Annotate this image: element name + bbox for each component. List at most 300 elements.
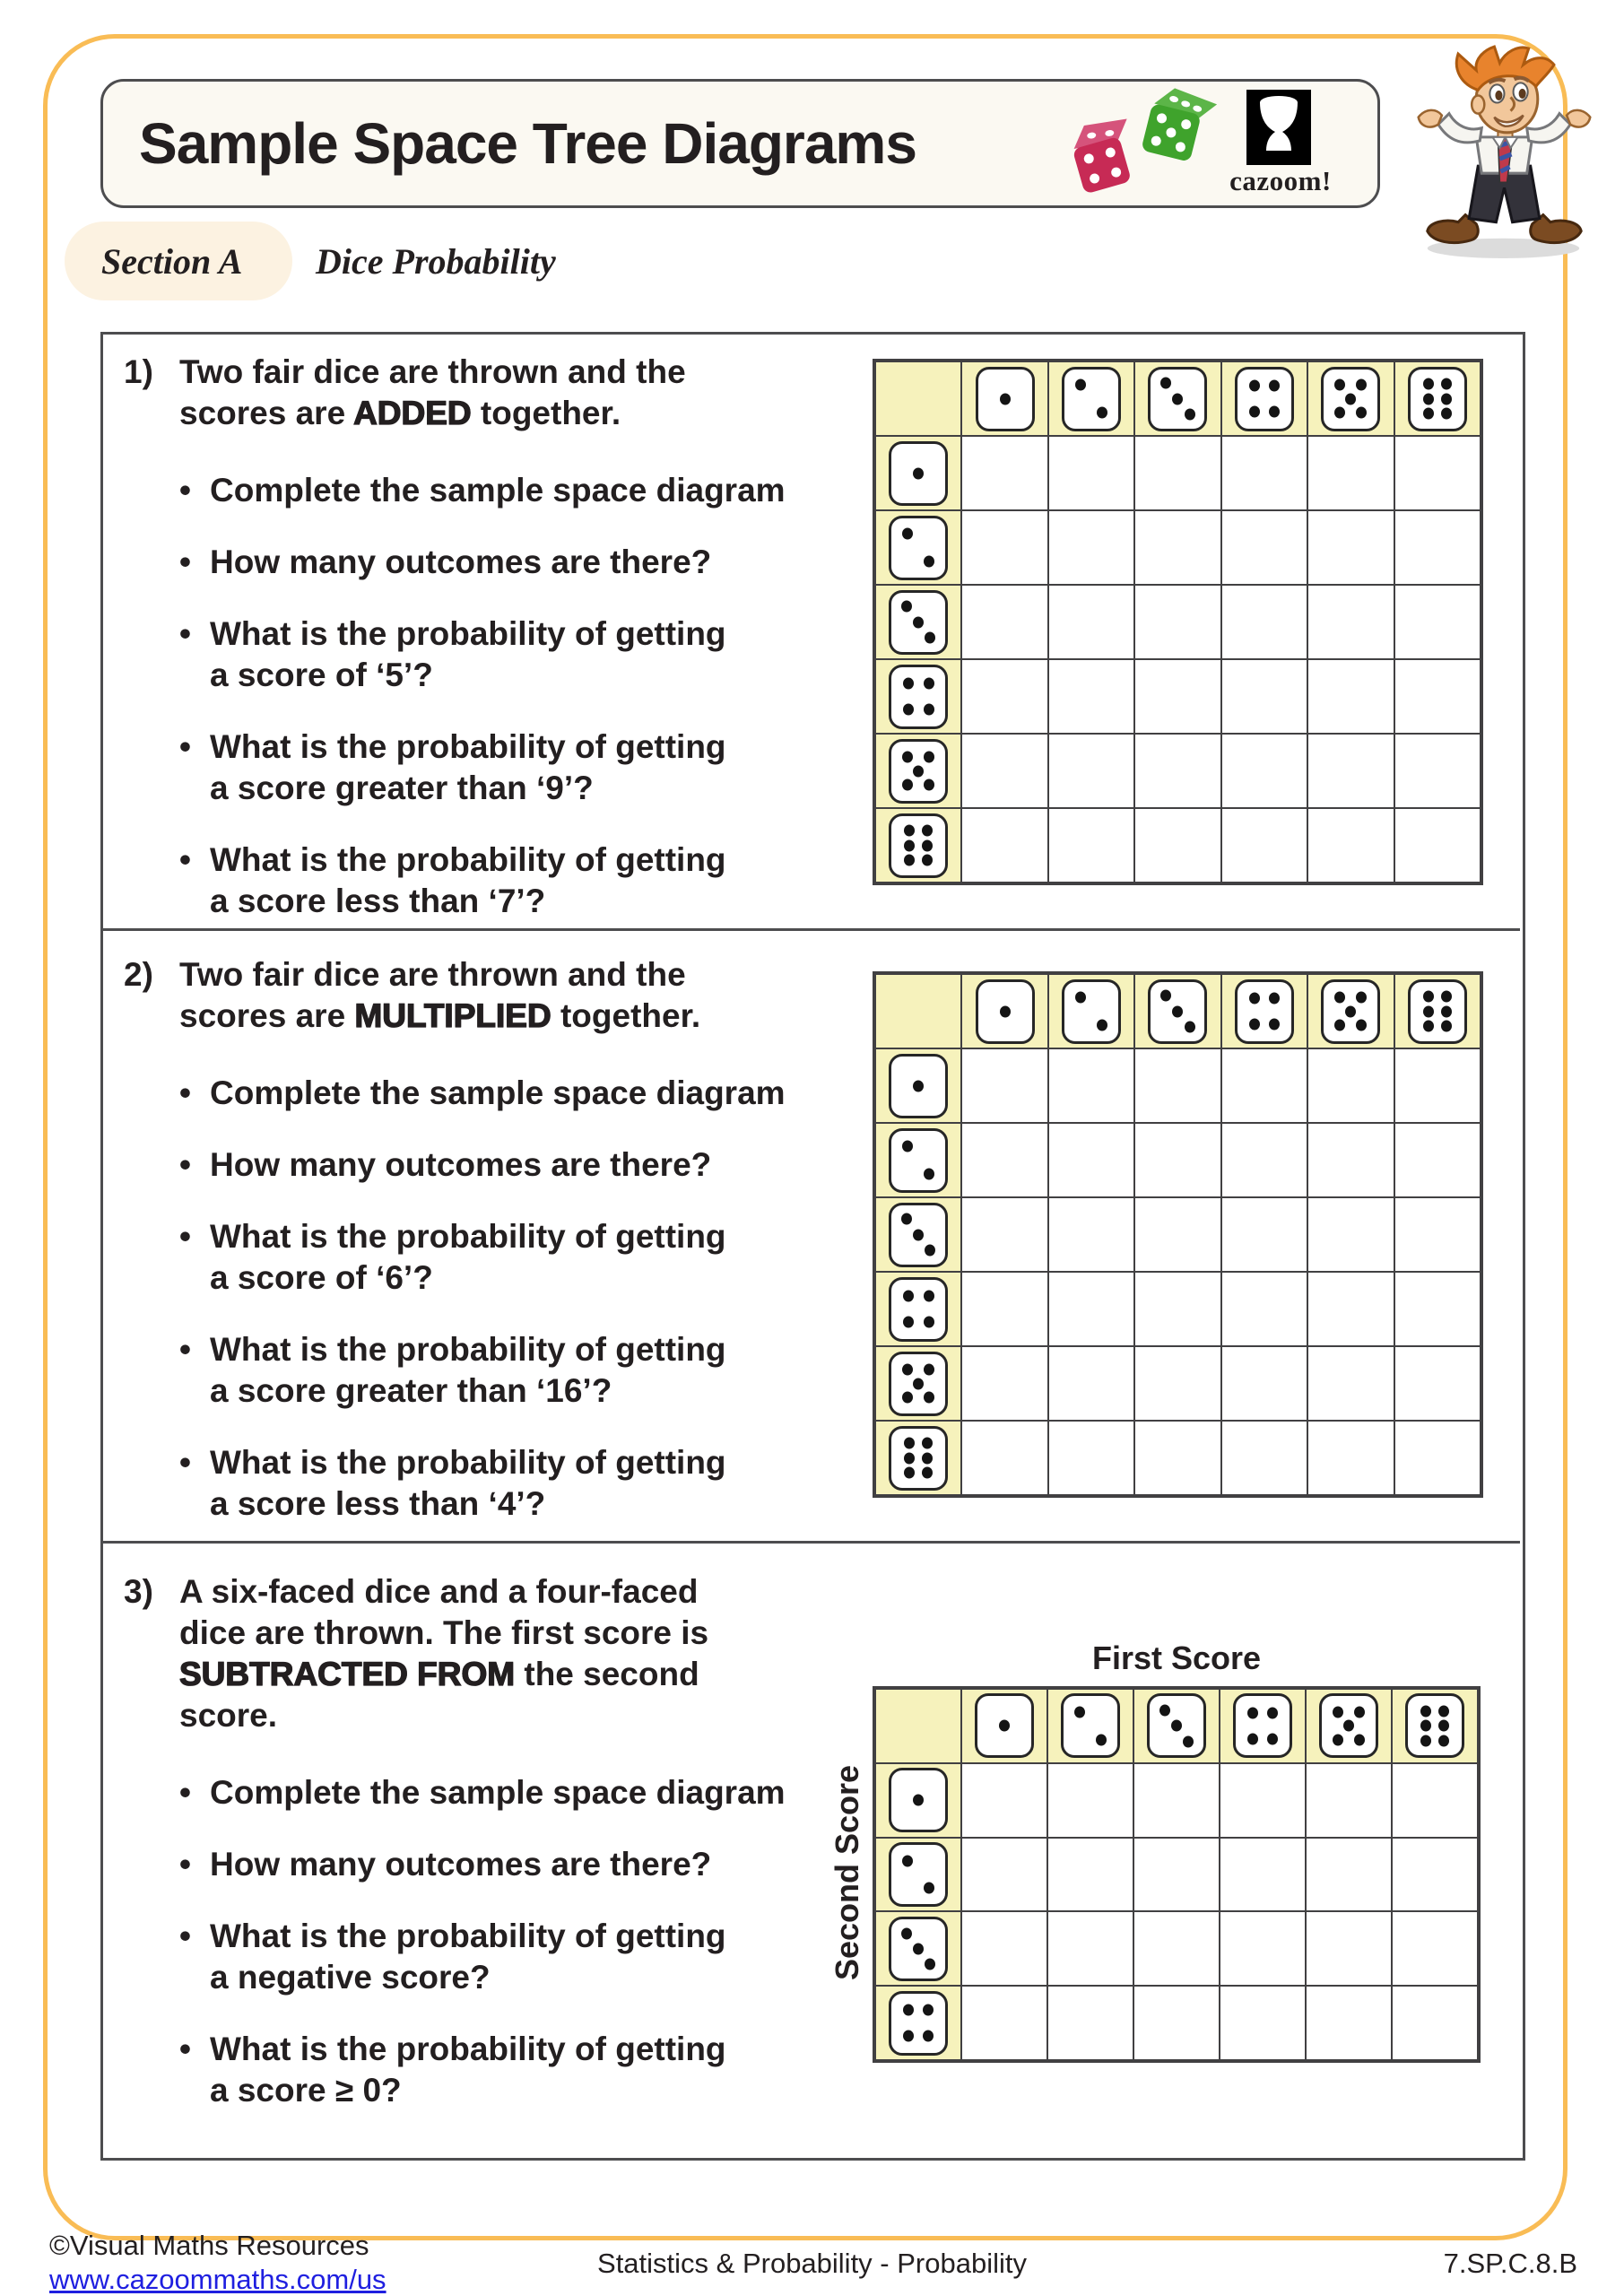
die-pip bbox=[1269, 1019, 1280, 1031]
question-divider bbox=[103, 928, 1520, 931]
die-icon-5 bbox=[889, 1352, 948, 1416]
die-pip bbox=[902, 1141, 913, 1152]
bullet-marker: • bbox=[179, 1146, 191, 1183]
die-icon-2 bbox=[889, 1128, 948, 1193]
bullet-line: a score ≥ 0? bbox=[210, 2072, 402, 2109]
grid-answer-cell bbox=[961, 1421, 1047, 1495]
die-icon-4 bbox=[1235, 979, 1294, 1044]
grid-column-header-die-2 bbox=[1048, 974, 1134, 1048]
die-pip bbox=[903, 1317, 914, 1328]
grid-answer-cell bbox=[1133, 1986, 1220, 2060]
die-icon-1 bbox=[889, 441, 948, 506]
die-pip bbox=[1423, 1021, 1434, 1032]
grid-answer-cell bbox=[1134, 659, 1220, 734]
die-pip bbox=[1438, 1720, 1449, 1732]
grid-answer-cell bbox=[1307, 1421, 1394, 1495]
die-pip bbox=[903, 704, 914, 716]
sample-space-grid-q3 bbox=[873, 1686, 1481, 2063]
die-pip bbox=[1247, 1733, 1258, 1744]
grid-answer-cell bbox=[1221, 1123, 1307, 1197]
die-pip bbox=[1097, 406, 1107, 418]
die-pip bbox=[1333, 1706, 1343, 1718]
bullet-item bbox=[179, 2029, 786, 2111]
bullet-line: What is the probability of getting bbox=[210, 2031, 726, 2067]
grid-answer-cell bbox=[1220, 1763, 1306, 1838]
statement-text: score. bbox=[179, 1697, 278, 1734]
question-statement bbox=[179, 1571, 786, 1736]
die-pip bbox=[1441, 378, 1452, 390]
die-pip bbox=[1356, 407, 1367, 419]
bullet-lines bbox=[210, 1073, 786, 1114]
die-pip bbox=[925, 1958, 935, 1970]
bullet-item bbox=[179, 1073, 786, 1114]
die-icon-2 bbox=[889, 1842, 948, 1907]
die-pip bbox=[1423, 393, 1434, 404]
grid-answer-cell bbox=[1134, 510, 1220, 585]
bullet-item bbox=[179, 1144, 786, 1186]
die-pip bbox=[1075, 379, 1086, 391]
die-pip bbox=[913, 1943, 924, 1954]
die-icon-3 bbox=[1148, 979, 1207, 1044]
die-pip bbox=[902, 1392, 913, 1404]
die-pip bbox=[1249, 1019, 1260, 1031]
grid-answer-cell bbox=[1220, 1838, 1306, 1912]
die-icon-3 bbox=[889, 1203, 948, 1267]
question-body bbox=[179, 352, 786, 922]
grid-row-header-die-2 bbox=[875, 1838, 961, 1912]
emphasized-text: MULTIPLIED bbox=[354, 997, 551, 1034]
die-pip bbox=[1420, 1705, 1431, 1717]
statement-text: A six-faced dice and a four-faced bbox=[179, 1573, 699, 1610]
die-icon-6 bbox=[1408, 367, 1467, 431]
bullet-marker: • bbox=[179, 2031, 191, 2067]
statement-text: together. bbox=[471, 395, 621, 431]
grid-answer-cell bbox=[1394, 1123, 1481, 1197]
die-pip bbox=[913, 1080, 924, 1091]
die-pip bbox=[1247, 1707, 1258, 1718]
die-pip bbox=[922, 825, 933, 837]
bullet-lines bbox=[210, 839, 726, 922]
grid-answer-cell bbox=[1221, 808, 1307, 883]
bullet-line: a score greater than ‘16’? bbox=[210, 1372, 612, 1409]
statement-text: scores are bbox=[179, 997, 355, 1034]
sample-space-grid-q1 bbox=[873, 359, 1483, 885]
die-pip bbox=[904, 1438, 915, 1449]
bullet-line: Complete the sample space diagram bbox=[210, 1074, 786, 1111]
grid-column-header-die-2 bbox=[1048, 361, 1134, 436]
bullet-marker: • bbox=[179, 1774, 191, 1811]
statement-line bbox=[179, 1654, 786, 1695]
grid-answer-cell bbox=[961, 1197, 1047, 1272]
grid-answer-cell bbox=[1394, 808, 1481, 883]
statement-text: the second bbox=[515, 1656, 699, 1692]
bullet-item bbox=[179, 839, 786, 922]
grid-answer-cell bbox=[961, 1911, 1047, 1986]
die-pip bbox=[1423, 1005, 1434, 1017]
grid-answer-cell bbox=[1221, 436, 1307, 510]
die-pip bbox=[922, 839, 933, 851]
die-pip bbox=[924, 555, 934, 567]
grid-column-header-die-4 bbox=[1221, 361, 1307, 436]
grid-answer-cell bbox=[961, 808, 1047, 883]
die-pip bbox=[904, 839, 915, 851]
bullet-line: a score of ‘5’? bbox=[210, 657, 433, 693]
grid-answer-cell bbox=[1048, 1421, 1134, 1495]
die-pip bbox=[924, 704, 934, 716]
grid-answer-cell bbox=[1134, 734, 1220, 808]
die-pip bbox=[922, 1452, 933, 1464]
die-icon-4 bbox=[889, 665, 948, 729]
grid-answer-cell bbox=[961, 510, 1047, 585]
die-pip bbox=[1267, 1707, 1278, 1718]
grid-answer-cell bbox=[1306, 1763, 1392, 1838]
grid-answer-cell bbox=[1307, 1123, 1394, 1197]
bullet-line: What is the probability of getting bbox=[210, 728, 726, 765]
die-pip bbox=[924, 751, 934, 762]
grid-answer-cell bbox=[1048, 585, 1134, 659]
grid-answer-cell bbox=[1048, 436, 1134, 510]
cazoom-logo-text: cazoom! bbox=[1229, 165, 1332, 196]
question-body bbox=[179, 1571, 786, 2111]
grid-answer-cell bbox=[1307, 1048, 1394, 1123]
bullet-marker: • bbox=[179, 1846, 191, 1883]
die-pip bbox=[913, 1795, 924, 1806]
statement-line bbox=[179, 954, 786, 996]
die-icon-1 bbox=[976, 367, 1035, 431]
die-pip bbox=[1345, 1005, 1356, 1017]
grid-answer-cell bbox=[1307, 808, 1394, 883]
grid-answer-cell bbox=[961, 1986, 1047, 2060]
die-pip bbox=[902, 1363, 913, 1375]
bullet-line: How many outcomes are there? bbox=[210, 1846, 712, 1883]
die-pip bbox=[1249, 379, 1260, 391]
grid-answer-cell bbox=[1048, 1123, 1134, 1197]
cazoom-logo bbox=[1246, 90, 1311, 165]
grid-answer-cell bbox=[1307, 1272, 1394, 1346]
bullet-item bbox=[179, 470, 786, 511]
die-pip bbox=[901, 1213, 912, 1225]
grid-answer-cell bbox=[1133, 1763, 1220, 1838]
die-pip bbox=[1334, 991, 1345, 1003]
grid-column-header-die-4 bbox=[1220, 1689, 1306, 1763]
bullet-item bbox=[179, 542, 786, 583]
grid-answer-cell bbox=[1134, 1123, 1220, 1197]
grid-answer-cell bbox=[1394, 659, 1481, 734]
grid-answer-cell bbox=[1221, 1272, 1307, 1346]
grid-answer-cell bbox=[1394, 734, 1481, 808]
grid-column-header-die-6 bbox=[1394, 361, 1481, 436]
die-pip bbox=[902, 779, 913, 791]
die-pip bbox=[1333, 1735, 1343, 1746]
die-pip bbox=[1441, 1021, 1452, 1032]
grid-answer-cell bbox=[1134, 1272, 1220, 1346]
grid-row-header-die-3 bbox=[875, 1911, 961, 1986]
grid-answer-cell bbox=[961, 1272, 1047, 1346]
die-pip bbox=[922, 1438, 933, 1449]
grid-row-header-die-1 bbox=[875, 1048, 961, 1123]
website-link[interactable]: www.cazoommaths.com/us bbox=[49, 2264, 386, 2295]
grid-answer-cell bbox=[1220, 1911, 1306, 1986]
grid-answer-cell bbox=[1134, 1197, 1220, 1272]
grid-answer-cell bbox=[1221, 1048, 1307, 1123]
die-icon-3 bbox=[889, 590, 948, 655]
bullet-line: a score greater than ‘9’? bbox=[210, 770, 594, 806]
grid-column-header-die-3 bbox=[1133, 1689, 1220, 1763]
green-die-icon bbox=[1134, 75, 1220, 169]
bullet-line: What is the probability of getting bbox=[210, 841, 726, 878]
grid-row-header-die-4 bbox=[875, 1986, 961, 2060]
grid-answer-cell bbox=[1048, 1048, 1134, 1123]
die-icon-5 bbox=[1319, 1693, 1378, 1758]
grid-column-header-die-6 bbox=[1392, 1689, 1478, 1763]
bullet-item bbox=[179, 1216, 786, 1299]
die-pip bbox=[1171, 1720, 1182, 1732]
grid-answer-cell bbox=[1134, 808, 1220, 883]
die-pip bbox=[924, 1168, 934, 1179]
grid-answer-cell bbox=[1047, 1986, 1133, 2060]
grid-row-header-die-6 bbox=[875, 1421, 961, 1495]
die-pip bbox=[922, 1467, 933, 1479]
grid-answer-cell bbox=[1134, 585, 1220, 659]
bullet-item bbox=[179, 1916, 786, 1998]
grid-answer-cell bbox=[1307, 510, 1394, 585]
bullet-lines bbox=[210, 1442, 726, 1525]
die-pip bbox=[1354, 1706, 1365, 1718]
grid-answer-cell bbox=[1220, 1986, 1306, 2060]
grid-answer-cell bbox=[1306, 1986, 1392, 2060]
statement-line bbox=[179, 996, 786, 1037]
grid-row-header-die-5 bbox=[875, 734, 961, 808]
die-pip bbox=[1420, 1735, 1431, 1746]
die-icon-1 bbox=[889, 1768, 948, 1832]
bullet-lines bbox=[210, 1144, 711, 1186]
grid-answer-cell bbox=[1392, 1838, 1478, 1912]
grid-row-header-die-1 bbox=[875, 436, 961, 510]
question-row bbox=[124, 352, 895, 922]
subject-strand-text: Statistics & Probability - Probability bbox=[597, 2248, 1027, 2279]
grid-answer-cell bbox=[1394, 1421, 1481, 1495]
die-icon-2 bbox=[1062, 979, 1121, 1044]
die-pip bbox=[913, 467, 924, 479]
grid-column-header-die-3 bbox=[1134, 974, 1220, 1048]
die-pip bbox=[1000, 393, 1011, 404]
grid-answer-cell bbox=[1048, 1346, 1134, 1421]
die-icon-6 bbox=[1405, 1693, 1464, 1758]
statement-text: Two fair dice are thrown and the bbox=[179, 353, 686, 390]
die-pip bbox=[901, 1927, 912, 1939]
statement-text: Two fair dice are thrown and the bbox=[179, 956, 686, 993]
die-icon-1 bbox=[975, 1693, 1034, 1758]
bullet-line: What is the probability of getting bbox=[210, 615, 726, 652]
grid-answer-cell bbox=[1307, 734, 1394, 808]
bullet-marker: • bbox=[179, 841, 191, 878]
grid-answer-cell bbox=[961, 734, 1047, 808]
die-pip bbox=[901, 601, 912, 613]
question-2-text bbox=[124, 954, 895, 1525]
grid-answer-cell bbox=[1307, 436, 1394, 510]
goblet-icon bbox=[1246, 90, 1311, 165]
grid-answer-cell bbox=[961, 1838, 1047, 1912]
grid-row-header-die-6 bbox=[875, 808, 961, 883]
die-icon-6 bbox=[1408, 979, 1467, 1044]
grid-answer-cell bbox=[1394, 436, 1481, 510]
bullet-marker: • bbox=[179, 1331, 191, 1368]
bullet-line: What is the probability of getting bbox=[210, 1331, 726, 1368]
die-pip bbox=[1096, 1734, 1107, 1745]
question-3-text bbox=[124, 1571, 895, 2111]
bullet-line: a score less than ‘7’? bbox=[210, 883, 546, 919]
copyright-text: ©Visual Maths Resources bbox=[49, 2230, 369, 2261]
grid-answer-cell bbox=[1306, 1911, 1392, 1986]
die-pip bbox=[903, 677, 914, 689]
grid-answer-cell bbox=[1134, 1048, 1220, 1123]
die-pip bbox=[1267, 1733, 1278, 1744]
bullet-item bbox=[179, 1844, 786, 1885]
die-pip bbox=[913, 616, 924, 628]
grid-answer-cell bbox=[1133, 1911, 1220, 1986]
bullet-marker: • bbox=[179, 1074, 191, 1111]
grid-answer-cell bbox=[1394, 585, 1481, 659]
grid-corner-cell bbox=[875, 1689, 961, 1763]
bullet-lines bbox=[210, 726, 726, 809]
die-pip bbox=[1356, 1020, 1367, 1031]
section-topic: Dice Probability bbox=[316, 241, 556, 282]
bullet-item bbox=[179, 1329, 786, 1412]
grid-answer-cell bbox=[1134, 436, 1220, 510]
bullet-line: How many outcomes are there? bbox=[210, 544, 712, 580]
sample-space-grid-q2 bbox=[873, 971, 1483, 1498]
die-icon-4 bbox=[1235, 367, 1294, 431]
emphasized-text: ADDED bbox=[353, 395, 472, 431]
grid-corner-cell bbox=[875, 361, 961, 436]
die-pip bbox=[1345, 393, 1356, 404]
bullet-lines bbox=[210, 1216, 726, 1299]
die-pip bbox=[1074, 1707, 1085, 1718]
die-pip bbox=[1356, 378, 1367, 390]
die-icon-6 bbox=[889, 813, 948, 878]
grid-column-header-die-4 bbox=[1221, 974, 1307, 1048]
grid-answer-cell bbox=[1392, 1986, 1478, 2060]
statement-text: dice are thrown. The first score is bbox=[179, 1614, 709, 1651]
bullet-marker: • bbox=[179, 1444, 191, 1481]
grid-row-header-die-1 bbox=[875, 1763, 961, 1838]
bullet-item bbox=[179, 613, 786, 696]
die-icon-4 bbox=[889, 1991, 948, 2056]
die-pip bbox=[1334, 407, 1345, 419]
die-pip bbox=[1185, 408, 1195, 420]
statement-line bbox=[179, 352, 786, 393]
die-pip bbox=[999, 1720, 1010, 1732]
die-pip bbox=[1000, 1005, 1011, 1017]
grid-column-header-die-5 bbox=[1307, 361, 1394, 436]
die-pip bbox=[913, 1229, 924, 1240]
grid-answer-cell bbox=[1394, 510, 1481, 585]
section-label: Section A bbox=[101, 241, 243, 282]
die-pip bbox=[1075, 992, 1086, 1004]
bullet-marker: • bbox=[179, 728, 191, 765]
standard-code: 7.SP.C.8.B bbox=[1443, 2248, 1577, 2279]
grid-answer-cell bbox=[961, 1763, 1047, 1838]
grid-row-header-die-2 bbox=[875, 510, 961, 585]
grid-column-header-die-1 bbox=[961, 361, 1047, 436]
die-pip bbox=[922, 855, 933, 866]
first-score-axis-label: First Score bbox=[1091, 1639, 1262, 1676]
bullet-lines bbox=[210, 1844, 711, 1885]
red-die-icon bbox=[1059, 109, 1144, 199]
statement-line bbox=[179, 1571, 786, 1613]
bullet-item bbox=[179, 726, 786, 809]
die-pip bbox=[1356, 991, 1367, 1003]
die-pip bbox=[1249, 992, 1260, 1004]
die-icon-5 bbox=[889, 739, 948, 804]
statement-line bbox=[179, 393, 786, 434]
grid-answer-cell bbox=[961, 1346, 1047, 1421]
bullet-line: What is the probability of getting bbox=[210, 1918, 726, 1954]
bullet-lines bbox=[210, 2029, 726, 2111]
grid-row-header-die-3 bbox=[875, 1197, 961, 1272]
question-statement bbox=[179, 954, 786, 1037]
bullet-item bbox=[179, 1772, 786, 1813]
grid-answer-cell bbox=[1047, 1763, 1133, 1838]
bullet-marker: • bbox=[179, 1218, 191, 1255]
die-icon-6 bbox=[889, 1426, 948, 1491]
die-pip bbox=[1420, 1720, 1431, 1732]
die-icon-2 bbox=[889, 516, 948, 580]
question-body bbox=[179, 954, 786, 1525]
grid-answer-cell bbox=[1392, 1911, 1478, 1986]
grid-answer-cell bbox=[1048, 1197, 1134, 1272]
die-pip bbox=[1159, 1705, 1170, 1717]
die-pip bbox=[924, 1392, 934, 1404]
die-pip bbox=[925, 631, 935, 643]
die-pip bbox=[1438, 1735, 1449, 1746]
die-icon-5 bbox=[1321, 979, 1380, 1044]
die-pip bbox=[1441, 991, 1452, 1003]
bullet-line: a negative score? bbox=[210, 1959, 491, 1996]
bullet-lines bbox=[210, 1329, 726, 1412]
die-icon-1 bbox=[889, 1054, 948, 1118]
die-pip bbox=[904, 1467, 915, 1479]
bullet-line: What is the probability of getting bbox=[210, 1444, 726, 1481]
grid-answer-cell bbox=[1133, 1838, 1220, 1912]
grid-answer-cell bbox=[961, 1123, 1047, 1197]
die-pip bbox=[902, 1855, 913, 1866]
die-pip bbox=[923, 2031, 934, 2042]
grid-answer-cell bbox=[1048, 734, 1134, 808]
grid-answer-cell bbox=[1307, 1197, 1394, 1272]
die-pip bbox=[924, 1883, 934, 1894]
die-pip bbox=[903, 2005, 914, 2016]
die-pip bbox=[1438, 1705, 1449, 1717]
die-pip bbox=[1423, 408, 1434, 420]
statement-line bbox=[179, 1695, 786, 1736]
grid-column-header-die-5 bbox=[1306, 1689, 1392, 1763]
question-number: 1) bbox=[124, 353, 153, 390]
grid-answer-cell bbox=[1048, 510, 1134, 585]
grid-answer-cell bbox=[1394, 1346, 1481, 1421]
die-pip bbox=[924, 1363, 934, 1375]
grid-answer-cell bbox=[1221, 734, 1307, 808]
grid-answer-cell bbox=[1307, 659, 1394, 734]
die-pip bbox=[1334, 1020, 1345, 1031]
emphasized-text: SUBTRACTED FROM bbox=[179, 1656, 516, 1692]
die-pip bbox=[924, 677, 934, 689]
statement-text: scores are bbox=[179, 395, 354, 431]
statement-line bbox=[179, 1613, 786, 1654]
bullet-lines bbox=[210, 1772, 786, 1813]
grid-answer-cell bbox=[1394, 1197, 1481, 1272]
die-pip bbox=[902, 528, 913, 540]
